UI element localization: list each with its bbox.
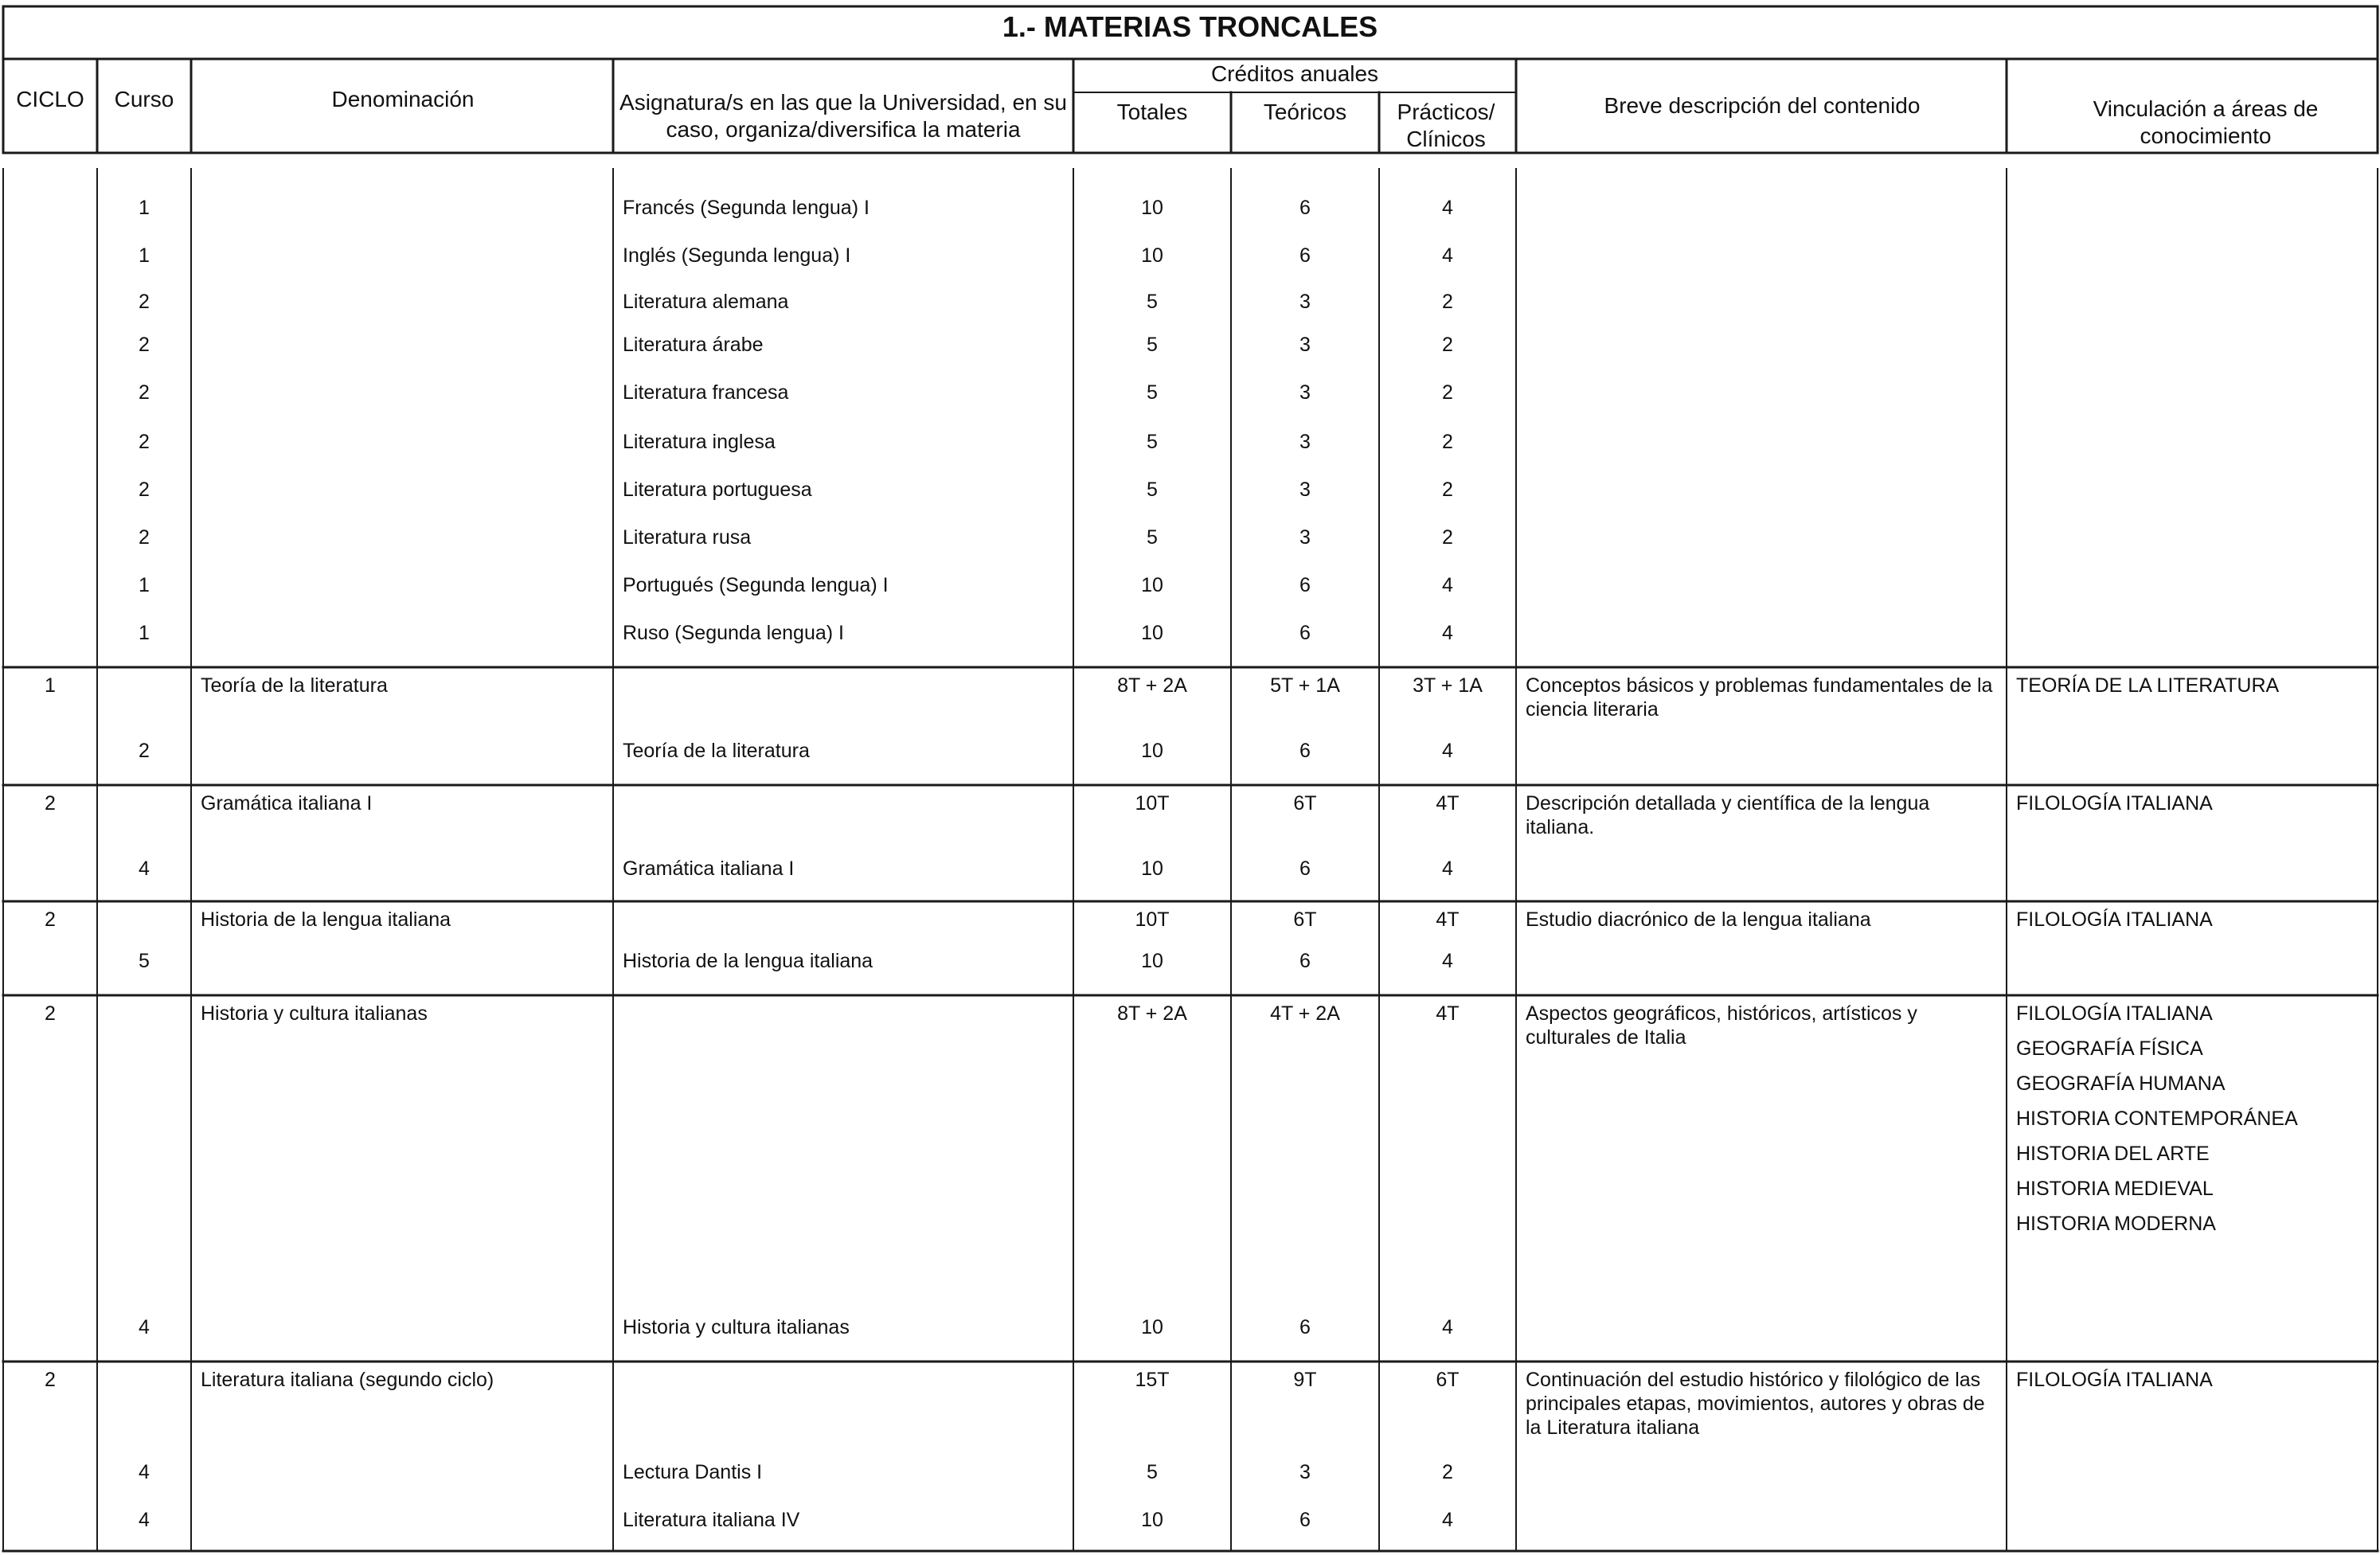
row-totales: 10 <box>1141 740 1163 762</box>
header-practicos: Prácticos/ Clínicos <box>1397 100 1495 151</box>
row-practicos: 2 <box>1442 291 1453 313</box>
row-curso: 2 <box>139 526 150 549</box>
row-teoricos: 6 <box>1299 574 1311 596</box>
materia-ciclo: 2 <box>45 792 56 815</box>
materia-area: HISTORIA MEDIEVAL <box>2016 1178 2214 1200</box>
row-curso: 1 <box>139 622 150 644</box>
row-totales: 10 <box>1141 574 1163 596</box>
header-creditos: Créditos anuales <box>1210 61 1379 86</box>
header-vinculacion: Vinculación a áreas de conocimiento <box>2093 96 2319 148</box>
materia-area: TEORÍA DE LA LITERATURA <box>2016 674 2280 697</box>
row-totales: 10 <box>1141 622 1163 644</box>
row-teoricos: 6 <box>1299 197 1311 219</box>
row-curso: 5 <box>139 950 150 972</box>
row-teoricos: 6 <box>1299 740 1311 762</box>
header-denominacion: Denominación <box>331 87 475 111</box>
materia-ciclo: 2 <box>45 1369 56 1391</box>
materia-area: FILOLOGÍA ITALIANA <box>2016 1002 2213 1025</box>
row-teoricos: 6 <box>1299 950 1311 972</box>
row-teoricos: 6 <box>1299 244 1311 267</box>
header-curso: Curso <box>114 87 174 111</box>
row-practicos: 2 <box>1442 334 1453 356</box>
row-totales: 5 <box>1147 381 1158 404</box>
row-teoricos: 6 <box>1299 858 1311 880</box>
row-curso: 4 <box>139 858 150 880</box>
header-totales: Totales <box>1116 100 1188 124</box>
row-practicos: 4 <box>1442 574 1453 596</box>
row-asignatura: Literatura alemana <box>623 291 789 313</box>
materia-ciclo: 2 <box>45 908 56 931</box>
row-asignatura: Inglés (Segunda lengua) I <box>623 244 851 267</box>
materia-descripcion: Descripción detallada y científica de la lengua italiana. <box>1526 792 1930 838</box>
materia-ciclo: 2 <box>45 1002 56 1025</box>
materia-denominacion: Literatura italiana (segundo ciclo) <box>201 1369 494 1391</box>
row-practicos: 4 <box>1442 950 1453 972</box>
materia-practicos: 4T <box>1436 1002 1460 1025</box>
row-curso: 1 <box>139 574 150 596</box>
row-asignatura: Lectura Dantis I <box>623 1461 763 1483</box>
row-totales: 5 <box>1147 334 1158 356</box>
header-asignatura: Asignatura/s en las que la Universidad, en su caso, organiza/diversifica la materia <box>619 90 1067 142</box>
row-teoricos: 3 <box>1299 526 1311 549</box>
materia-area: HISTORIA MODERNA <box>2016 1213 2216 1235</box>
row-totales: 10 <box>1141 244 1163 267</box>
row-practicos: 2 <box>1442 479 1453 501</box>
row-totales: 10 <box>1141 1509 1163 1531</box>
materia-descripcion: Continuación del estudio histórico y filológico de las principales etapas, movimientos, autores y obras de la Literatura italiana <box>1526 1369 1985 1439</box>
row-teoricos: 3 <box>1299 1461 1311 1483</box>
row-practicos: 2 <box>1442 1461 1453 1483</box>
row-asignatura: Teoría de la literatura <box>623 740 810 762</box>
row-asignatura: Literatura rusa <box>623 526 752 549</box>
materia-denominacion: Teoría de la literatura <box>201 674 388 697</box>
row-totales: 5 <box>1147 1461 1158 1483</box>
materia-teoricos: 9T <box>1293 1369 1317 1391</box>
row-asignatura: Literatura árabe <box>623 334 764 356</box>
materia-descripcion: Estudio diacrónico de la lengua italiana <box>1526 908 1871 931</box>
row-practicos: 4 <box>1442 740 1453 762</box>
row-totales: 10 <box>1141 858 1163 880</box>
row-teoricos: 3 <box>1299 431 1311 453</box>
row-asignatura: Portugués (Segunda lengua) I <box>623 574 889 596</box>
row-totales: 5 <box>1147 291 1158 313</box>
header-ciclo: CICLO <box>16 87 84 111</box>
row-teoricos: 6 <box>1299 1316 1311 1338</box>
materia-area: HISTORIA CONTEMPORÁNEA <box>2016 1108 2298 1130</box>
row-curso: 4 <box>139 1316 150 1338</box>
header-teoricos: Teóricos <box>1263 100 1347 124</box>
row-totales: 10 <box>1141 950 1163 972</box>
row-practicos: 2 <box>1442 381 1453 404</box>
row-practicos: 4 <box>1442 1316 1453 1338</box>
materia-totales: 10T <box>1135 908 1170 931</box>
row-practicos: 2 <box>1442 526 1453 549</box>
row-totales: 10 <box>1141 197 1163 219</box>
row-totales: 10 <box>1141 1316 1163 1338</box>
row-curso: 2 <box>139 334 150 356</box>
row-asignatura: Literatura inglesa <box>623 431 776 453</box>
materia-denominacion: Historia y cultura italianas <box>201 1002 428 1025</box>
materia-totales: 8T + 2A <box>1117 1002 1187 1025</box>
materia-totales: 8T + 2A <box>1117 674 1187 697</box>
row-asignatura: Ruso (Segunda lengua) I <box>623 622 844 644</box>
row-curso: 2 <box>139 431 150 453</box>
row-practicos: 4 <box>1442 622 1453 644</box>
materia-area: GEOGRAFÍA HUMANA <box>2016 1072 2226 1095</box>
row-curso: 4 <box>139 1461 150 1483</box>
materia-teoricos: 5T + 1A <box>1270 674 1340 697</box>
materia-practicos: 4T <box>1436 792 1460 815</box>
row-asignatura: Francés (Segunda lengua) I <box>623 197 870 219</box>
row-totales: 5 <box>1147 526 1158 549</box>
row-asignatura: Historia y cultura italianas <box>623 1316 850 1338</box>
materia-ciclo: 1 <box>45 674 56 697</box>
row-practicos: 4 <box>1442 858 1453 880</box>
materia-teoricos: 4T + 2A <box>1270 1002 1340 1025</box>
materia-area: GEOGRAFÍA FÍSICA <box>2016 1037 2203 1060</box>
materia-teoricos: 6T <box>1293 792 1317 815</box>
row-curso: 1 <box>139 244 150 267</box>
row-totales: 5 <box>1147 431 1158 453</box>
row-asignatura: Literatura portuguesa <box>623 479 812 501</box>
row-asignatura: Gramática italiana I <box>623 858 795 880</box>
row-practicos: 4 <box>1442 1509 1453 1531</box>
row-curso: 2 <box>139 381 150 404</box>
row-curso: 2 <box>139 740 150 762</box>
materia-totales: 15T <box>1135 1369 1170 1391</box>
materia-totales: 10T <box>1135 792 1170 815</box>
materia-area: FILOLOGÍA ITALIANA <box>2016 908 2213 931</box>
row-teoricos: 3 <box>1299 334 1311 356</box>
row-asignatura: Literatura francesa <box>623 381 789 404</box>
page-title: 1.- MATERIAS TRONCALES <box>1002 10 1378 43</box>
header-descripcion: Breve descripción del contenido <box>1604 93 1921 118</box>
materia-descripcion: Aspectos geográficos, históricos, artísticos y culturales de Italia <box>1526 1002 1917 1049</box>
materia-practicos: 3T + 1A <box>1413 674 1483 697</box>
row-asignatura: Historia de la lengua italiana <box>623 950 873 972</box>
row-teoricos: 3 <box>1299 479 1311 501</box>
row-curso: 1 <box>139 197 150 219</box>
row-teoricos: 3 <box>1299 291 1311 313</box>
row-practicos: 2 <box>1442 431 1453 453</box>
row-asignatura: Literatura italiana IV <box>623 1509 800 1531</box>
row-totales: 5 <box>1147 479 1158 501</box>
materia-area: HISTORIA DEL ARTE <box>2016 1143 2210 1165</box>
materia-descripcion: Conceptos básicos y problemas fundamentales de la ciencia literaria <box>1526 674 1993 721</box>
materia-denominacion: Historia de la lengua italiana <box>201 908 451 931</box>
materia-practicos: 4T <box>1436 908 1460 931</box>
row-curso: 2 <box>139 479 150 501</box>
materia-denominacion: Gramática italiana I <box>201 792 373 815</box>
row-practicos: 4 <box>1442 197 1453 219</box>
materia-teoricos: 6T <box>1293 908 1317 931</box>
row-teoricos: 3 <box>1299 381 1311 404</box>
materia-practicos: 6T <box>1436 1369 1460 1391</box>
row-teoricos: 6 <box>1299 622 1311 644</box>
row-curso: 4 <box>139 1509 150 1531</box>
materia-area: FILOLOGÍA ITALIANA <box>2016 1369 2213 1391</box>
row-curso: 2 <box>139 291 150 313</box>
row-teoricos: 6 <box>1299 1509 1311 1531</box>
materia-area: FILOLOGÍA ITALIANA <box>2016 792 2213 815</box>
row-practicos: 4 <box>1442 244 1453 267</box>
